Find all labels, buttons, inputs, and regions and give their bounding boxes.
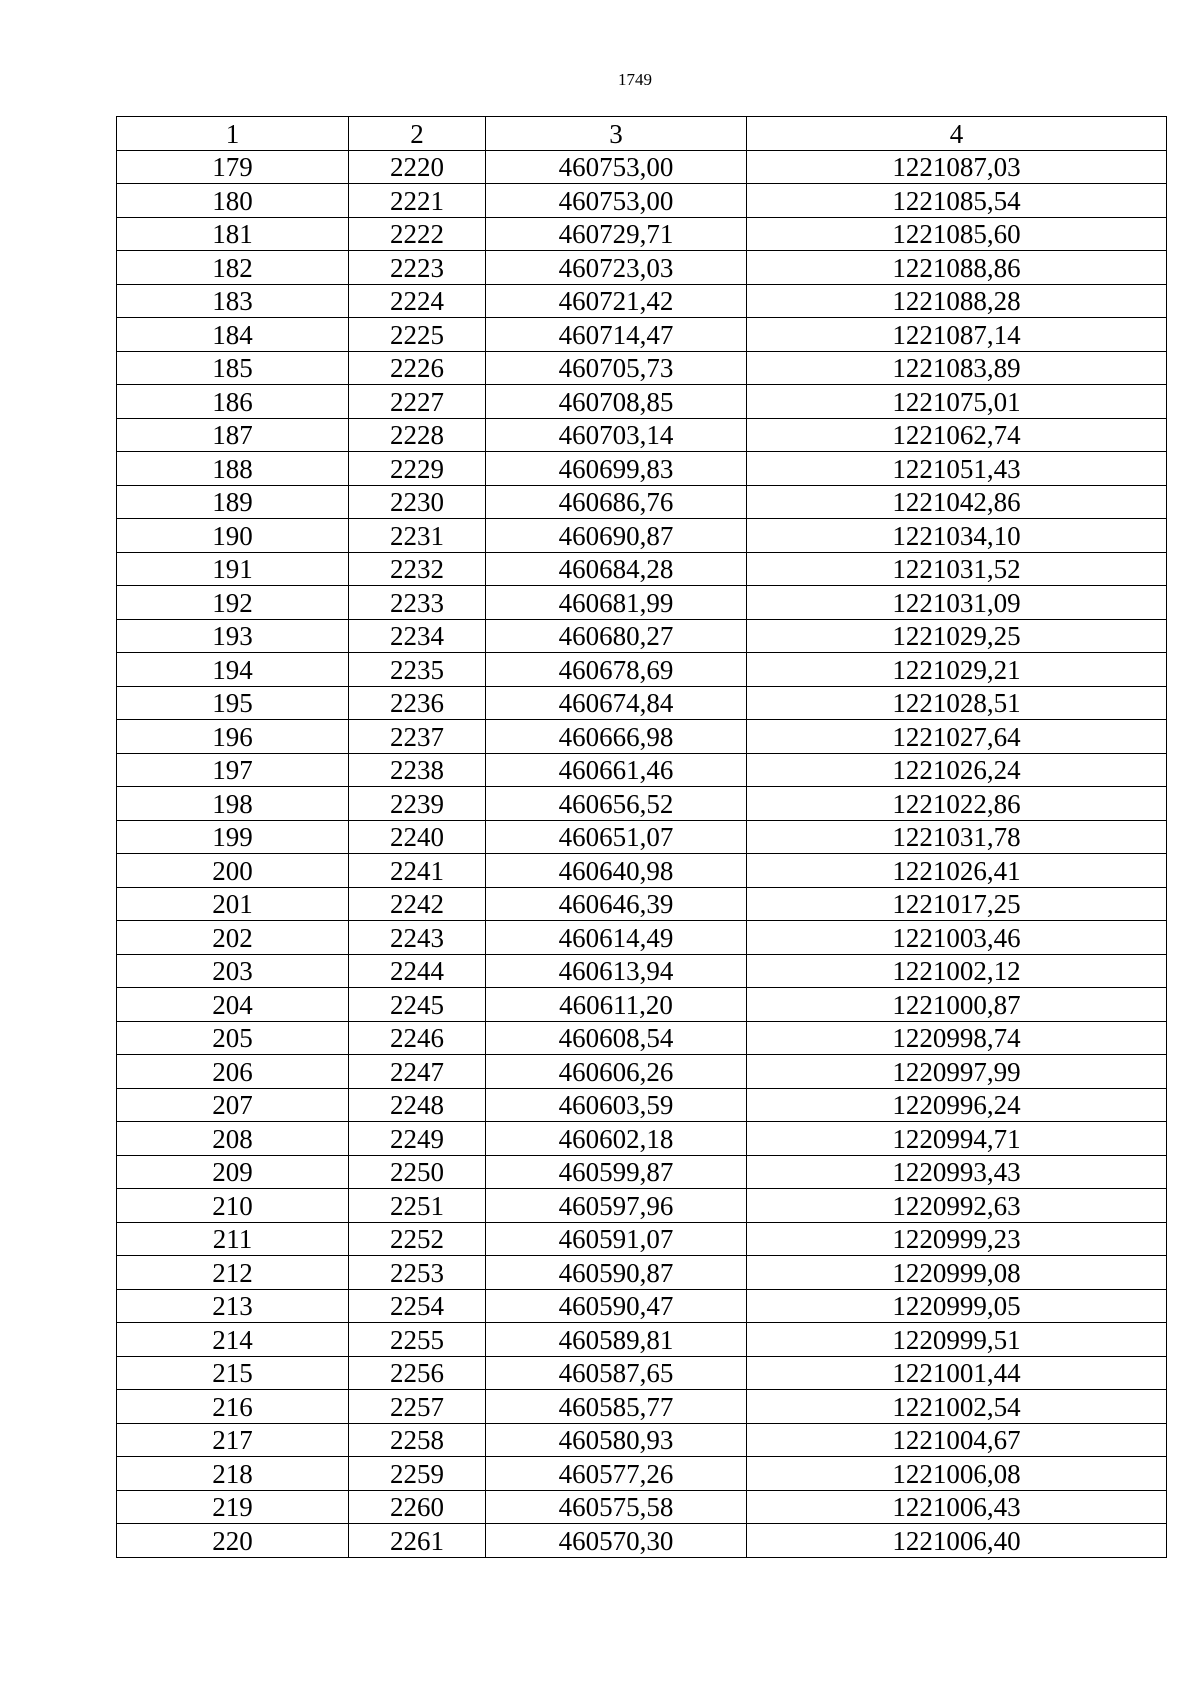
point-id-cell: 2227	[349, 385, 486, 419]
coordinate-y-cell: 1221083,89	[747, 351, 1167, 385]
coordinate-x-cell: 460589,81	[486, 1323, 747, 1357]
point-number-cell: 193	[117, 619, 349, 653]
point-number-cell: 187	[117, 418, 349, 452]
coordinate-y-cell: 1221001,44	[747, 1356, 1167, 1390]
table-row	[117, 1021, 1167, 1055]
point-number-cell: 180	[117, 184, 349, 218]
coordinate-x-cell: 460585,77	[486, 1390, 747, 1424]
coordinate-x-cell: 460721,42	[486, 284, 747, 318]
table-body	[117, 150, 1167, 1557]
table-row	[117, 1256, 1167, 1290]
table-row	[117, 485, 1167, 519]
coordinate-y-cell: 1221088,28	[747, 284, 1167, 318]
point-number-cell: 209	[117, 1155, 349, 1189]
coordinate-y-cell: 1221075,01	[747, 385, 1167, 419]
table-row	[117, 1390, 1167, 1424]
coordinate-x-cell: 460646,39	[486, 887, 747, 921]
coordinate-y-cell: 1220992,63	[747, 1189, 1167, 1223]
point-id-cell: 2251	[349, 1189, 486, 1223]
point-number-cell: 191	[117, 552, 349, 586]
point-id-cell: 2233	[349, 586, 486, 620]
table-row	[117, 519, 1167, 553]
table-row	[117, 217, 1167, 251]
coordinate-y-cell: 1221087,14	[747, 318, 1167, 352]
coordinate-x-cell: 460729,71	[486, 217, 747, 251]
point-number-cell: 217	[117, 1423, 349, 1457]
point-number-cell: 212	[117, 1256, 349, 1290]
table-row	[117, 1122, 1167, 1156]
point-id-cell: 2234	[349, 619, 486, 653]
point-id-cell: 2248	[349, 1088, 486, 1122]
table-row	[117, 653, 1167, 687]
table-row	[117, 954, 1167, 988]
table-row	[117, 586, 1167, 620]
point-number-cell: 186	[117, 385, 349, 419]
point-id-cell: 2239	[349, 787, 486, 821]
table-row	[117, 988, 1167, 1022]
table-row	[117, 720, 1167, 754]
coordinate-y-cell: 1220994,71	[747, 1122, 1167, 1156]
coordinate-y-cell: 1221034,10	[747, 519, 1167, 553]
point-id-cell: 2243	[349, 921, 486, 955]
table-row	[117, 787, 1167, 821]
point-id-cell: 2220	[349, 150, 486, 184]
coordinate-y-cell: 1220998,74	[747, 1021, 1167, 1055]
point-number-cell: 194	[117, 653, 349, 687]
point-number-cell: 206	[117, 1055, 349, 1089]
coordinate-x-cell: 460614,49	[486, 921, 747, 955]
point-id-cell: 2229	[349, 452, 486, 486]
coordinate-x-cell: 460753,00	[486, 184, 747, 218]
coordinate-y-cell: 1221006,40	[747, 1524, 1167, 1558]
table-row	[117, 1289, 1167, 1323]
coordinate-x-cell: 460602,18	[486, 1122, 747, 1156]
point-number-cell: 202	[117, 921, 349, 955]
point-number-cell: 218	[117, 1457, 349, 1491]
point-number-cell: 208	[117, 1122, 349, 1156]
point-number-cell: 210	[117, 1189, 349, 1223]
point-id-cell: 2222	[349, 217, 486, 251]
coordinate-x-cell: 460666,98	[486, 720, 747, 754]
point-id-cell: 2228	[349, 418, 486, 452]
table-row	[117, 854, 1167, 888]
point-number-cell: 188	[117, 452, 349, 486]
point-number-cell: 211	[117, 1222, 349, 1256]
coordinate-y-cell: 1221085,54	[747, 184, 1167, 218]
coordinate-y-cell: 1220999,23	[747, 1222, 1167, 1256]
point-id-cell: 2240	[349, 820, 486, 854]
coordinate-y-cell: 1221022,86	[747, 787, 1167, 821]
coordinate-y-cell: 1221006,43	[747, 1490, 1167, 1524]
coordinate-y-cell: 1221042,86	[747, 485, 1167, 519]
coordinate-x-cell: 460640,98	[486, 854, 747, 888]
coordinate-y-cell: 1221026,24	[747, 753, 1167, 787]
table-row	[117, 686, 1167, 720]
coordinate-x-cell: 460597,96	[486, 1189, 747, 1223]
point-number-cell: 197	[117, 753, 349, 787]
coordinate-y-cell: 1221003,46	[747, 921, 1167, 955]
coordinate-x-cell: 460577,26	[486, 1457, 747, 1491]
table-row	[117, 887, 1167, 921]
coordinate-y-cell: 1221051,43	[747, 452, 1167, 486]
coordinate-x-cell: 460613,94	[486, 954, 747, 988]
point-number-cell: 214	[117, 1323, 349, 1357]
coordinate-y-cell: 1220999,08	[747, 1256, 1167, 1290]
point-id-cell: 2242	[349, 887, 486, 921]
point-id-cell: 2245	[349, 988, 486, 1022]
coordinate-y-cell: 1221004,67	[747, 1423, 1167, 1457]
point-id-cell: 2238	[349, 753, 486, 787]
point-id-cell: 2230	[349, 485, 486, 519]
point-id-cell: 2247	[349, 1055, 486, 1089]
column-header-3: 3	[486, 117, 747, 151]
point-number-cell: 203	[117, 954, 349, 988]
table-row	[117, 452, 1167, 486]
point-id-cell: 2231	[349, 519, 486, 553]
point-number-cell: 219	[117, 1490, 349, 1524]
point-number-cell: 205	[117, 1021, 349, 1055]
point-number-cell: 207	[117, 1088, 349, 1122]
coordinate-x-cell: 460708,85	[486, 385, 747, 419]
coordinate-x-cell: 460580,93	[486, 1423, 747, 1457]
coordinate-y-cell: 1221087,03	[747, 150, 1167, 184]
point-id-cell: 2256	[349, 1356, 486, 1390]
coordinate-x-cell: 460611,20	[486, 988, 747, 1022]
coordinate-x-cell: 460684,28	[486, 552, 747, 586]
coordinate-x-cell: 460680,27	[486, 619, 747, 653]
table-row	[117, 552, 1167, 586]
coordinate-x-cell: 460705,73	[486, 351, 747, 385]
coordinate-y-cell: 1220999,05	[747, 1289, 1167, 1323]
point-id-cell: 2259	[349, 1457, 486, 1491]
point-id-cell: 2235	[349, 653, 486, 687]
point-number-cell: 192	[117, 586, 349, 620]
point-id-cell: 2221	[349, 184, 486, 218]
point-number-cell: 213	[117, 1289, 349, 1323]
table-row	[117, 1222, 1167, 1256]
coordinate-x-cell: 460753,00	[486, 150, 747, 184]
table-row	[117, 1088, 1167, 1122]
point-id-cell: 2244	[349, 954, 486, 988]
table-row	[117, 1055, 1167, 1089]
coordinate-x-cell: 460575,58	[486, 1490, 747, 1524]
coordinate-x-cell: 460678,69	[486, 653, 747, 687]
point-number-cell: 182	[117, 251, 349, 285]
coordinate-x-cell: 460651,07	[486, 820, 747, 854]
point-number-cell: 201	[117, 887, 349, 921]
table-row	[117, 753, 1167, 787]
coordinate-y-cell: 1220999,51	[747, 1323, 1167, 1357]
table-row	[117, 619, 1167, 653]
table-row	[117, 1356, 1167, 1390]
point-id-cell: 2254	[349, 1289, 486, 1323]
coordinate-y-cell: 1221028,51	[747, 686, 1167, 720]
point-id-cell: 2237	[349, 720, 486, 754]
point-id-cell: 2252	[349, 1222, 486, 1256]
coordinate-x-cell: 460723,03	[486, 251, 747, 285]
coordinate-y-cell: 1220996,24	[747, 1088, 1167, 1122]
point-number-cell: 183	[117, 284, 349, 318]
coordinate-y-cell: 1220997,99	[747, 1055, 1167, 1089]
point-id-cell: 2223	[349, 251, 486, 285]
table-row	[117, 921, 1167, 955]
coordinate-y-cell: 1221017,25	[747, 887, 1167, 921]
point-id-cell: 2226	[349, 351, 486, 385]
point-number-cell: 181	[117, 217, 349, 251]
point-number-cell: 200	[117, 854, 349, 888]
coordinate-x-cell: 460703,14	[486, 418, 747, 452]
coordinate-x-cell: 460714,47	[486, 318, 747, 352]
point-id-cell: 2261	[349, 1524, 486, 1558]
table-row	[117, 1524, 1167, 1558]
coordinate-y-cell: 1220993,43	[747, 1155, 1167, 1189]
point-id-cell: 2236	[349, 686, 486, 720]
coordinate-x-cell: 460587,65	[486, 1356, 747, 1390]
point-id-cell: 2249	[349, 1122, 486, 1156]
point-number-cell: 184	[117, 318, 349, 352]
point-id-cell: 2224	[349, 284, 486, 318]
coordinate-x-cell: 460674,84	[486, 686, 747, 720]
coordinate-y-cell: 1221031,09	[747, 586, 1167, 620]
coordinate-y-cell: 1221000,87	[747, 988, 1167, 1022]
point-number-cell: 198	[117, 787, 349, 821]
coordinate-y-cell: 1221002,54	[747, 1390, 1167, 1424]
table-row	[117, 418, 1167, 452]
table-row	[117, 1423, 1167, 1457]
coordinate-y-cell: 1221031,78	[747, 820, 1167, 854]
coordinate-y-cell: 1221002,12	[747, 954, 1167, 988]
coordinate-y-cell: 1221006,08	[747, 1457, 1167, 1491]
coordinate-y-cell: 1221026,41	[747, 854, 1167, 888]
point-id-cell: 2253	[349, 1256, 486, 1290]
coordinate-x-cell: 460681,99	[486, 586, 747, 620]
coordinate-x-cell: 460699,83	[486, 452, 747, 486]
table-row	[117, 184, 1167, 218]
coordinate-x-cell: 460661,46	[486, 753, 747, 787]
point-number-cell: 216	[117, 1390, 349, 1424]
table-row	[117, 251, 1167, 285]
column-header-4: 4	[747, 117, 1167, 151]
point-number-cell: 199	[117, 820, 349, 854]
coordinate-x-cell: 460686,76	[486, 485, 747, 519]
point-id-cell: 2232	[349, 552, 486, 586]
point-number-cell: 189	[117, 485, 349, 519]
table-row	[117, 1323, 1167, 1357]
table-row	[117, 150, 1167, 184]
coordinate-x-cell: 460590,47	[486, 1289, 747, 1323]
coordinate-x-cell: 460608,54	[486, 1021, 747, 1055]
point-number-cell: 220	[117, 1524, 349, 1558]
coordinate-x-cell: 460591,07	[486, 1222, 747, 1256]
table-row	[117, 1155, 1167, 1189]
table-row	[117, 284, 1167, 318]
table-row	[117, 385, 1167, 419]
point-number-cell: 196	[117, 720, 349, 754]
point-id-cell: 2255	[349, 1323, 486, 1357]
coordinate-y-cell: 1221062,74	[747, 418, 1167, 452]
point-id-cell: 2246	[349, 1021, 486, 1055]
table-row	[117, 1490, 1167, 1524]
coordinates-table	[116, 116, 1167, 1558]
coordinate-y-cell: 1221027,64	[747, 720, 1167, 754]
table-row	[117, 1457, 1167, 1491]
coordinate-y-cell: 1221031,52	[747, 552, 1167, 586]
coordinate-x-cell: 460599,87	[486, 1155, 747, 1189]
point-id-cell: 2225	[349, 318, 486, 352]
page-number: 1749	[618, 70, 652, 89]
point-number-cell: 204	[117, 988, 349, 1022]
point-id-cell: 2258	[349, 1423, 486, 1457]
point-id-cell: 2241	[349, 854, 486, 888]
coordinate-x-cell: 460656,52	[486, 787, 747, 821]
coordinate-x-cell: 460590,87	[486, 1256, 747, 1290]
point-id-cell: 2260	[349, 1490, 486, 1524]
coordinate-x-cell: 460603,59	[486, 1088, 747, 1122]
point-number-cell: 190	[117, 519, 349, 553]
coordinate-y-cell: 1221029,25	[747, 619, 1167, 653]
table-row	[117, 1189, 1167, 1223]
point-number-cell: 215	[117, 1356, 349, 1390]
column-header-1: 1	[117, 117, 349, 151]
table-row	[117, 351, 1167, 385]
table-row	[117, 318, 1167, 352]
table-header-row	[117, 117, 1167, 151]
coordinate-y-cell: 1221088,86	[747, 251, 1167, 285]
point-id-cell: 2250	[349, 1155, 486, 1189]
table-row	[117, 820, 1167, 854]
coordinate-y-cell: 1221029,21	[747, 653, 1167, 687]
coordinate-x-cell: 460606,26	[486, 1055, 747, 1089]
coordinate-x-cell: 460690,87	[486, 519, 747, 553]
coordinate-y-cell: 1221085,60	[747, 217, 1167, 251]
point-number-cell: 179	[117, 150, 349, 184]
point-number-cell: 185	[117, 351, 349, 385]
column-header-2: 2	[349, 117, 486, 151]
coordinate-x-cell: 460570,30	[486, 1524, 747, 1558]
point-number-cell: 195	[117, 686, 349, 720]
point-id-cell: 2257	[349, 1390, 486, 1424]
